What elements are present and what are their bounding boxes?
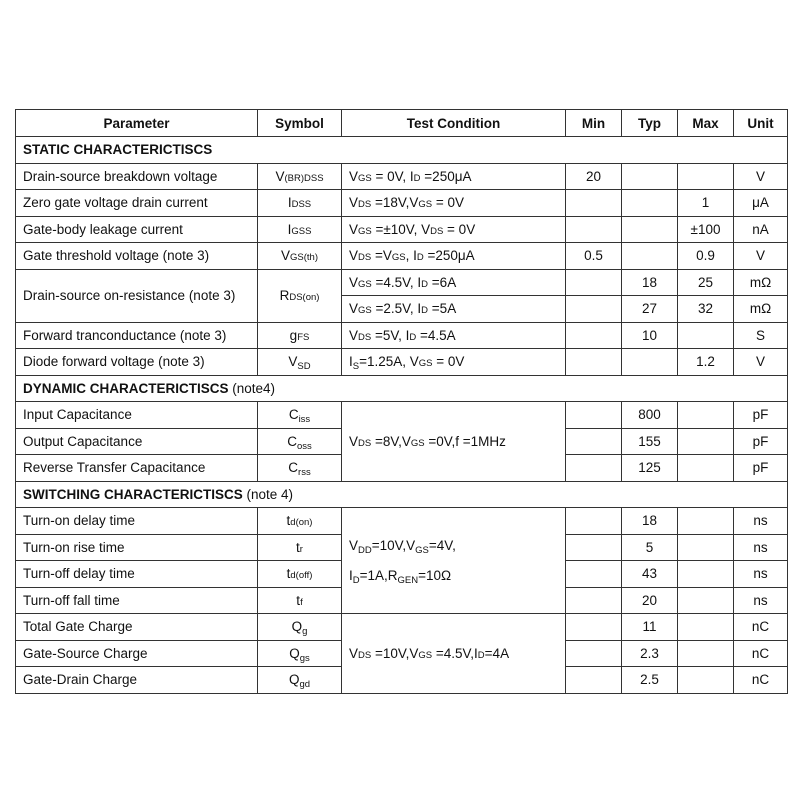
min-cell: 0.5 <box>566 243 622 270</box>
max-cell: 1 <box>678 190 734 217</box>
typ-cell: 20 <box>622 587 678 614</box>
max-cell: 1.2 <box>678 349 734 376</box>
table-row <box>16 322 788 349</box>
param-cell: Total Gate Charge <box>16 614 258 641</box>
max-cell <box>678 455 734 482</box>
min-cell <box>566 508 622 535</box>
min-cell <box>566 534 622 561</box>
condition-cell: VDS =VGS, ID =250μA <box>342 243 566 270</box>
unit-cell: S <box>734 322 788 349</box>
param-cell: Gate-Source Charge <box>16 640 258 667</box>
param-cell: Turn-on rise time <box>16 534 258 561</box>
min-cell <box>566 322 622 349</box>
section-title-static: STATIC CHARACTERICTISCS <box>16 137 788 164</box>
table-row <box>16 243 788 270</box>
table-row <box>16 269 788 296</box>
min-cell <box>566 349 622 376</box>
section-title-switching-text: SWITCHING CHARACTERICTISCS <box>23 486 243 502</box>
max-cell: 32 <box>678 296 734 323</box>
typ-cell <box>622 163 678 190</box>
symbol-cell: $C_{rss}$ <box>258 455 342 482</box>
min-cell <box>566 614 622 641</box>
max-cell: 25 <box>678 269 734 296</box>
symbol-cell: $Q_g$ <box>258 614 342 641</box>
header-unit: Unit <box>734 110 788 137</box>
table-row <box>16 190 788 217</box>
symbol-cell: $C_{oss}$ <box>258 428 342 455</box>
unit-cell: ns <box>734 508 788 535</box>
symbol-cell: IDSS <box>258 190 342 217</box>
symbol-cell: IGSS <box>258 216 342 243</box>
unit-cell: μA <box>734 190 788 217</box>
unit-cell: pF <box>734 402 788 429</box>
section-title-dynamic <box>16 375 788 402</box>
section-note-switching: (note 4) <box>242 486 294 502</box>
max-cell <box>678 640 734 667</box>
unit-cell: mΩ <box>734 296 788 323</box>
min-cell <box>566 402 622 429</box>
max-cell <box>678 561 734 588</box>
symbol-cell: $Q_{gs}$ <box>258 640 342 667</box>
header-row <box>16 110 788 137</box>
typ-cell <box>622 349 678 376</box>
typ-cell <box>622 216 678 243</box>
condition-cell: VGS =4.5V, ID =6A <box>342 269 566 296</box>
condition-cell: VGS =2.5V, ID =5A <box>342 296 566 323</box>
param-cell: Input Capacitance <box>16 402 258 429</box>
unit-cell: V <box>734 243 788 270</box>
param-cell: Diode forward voltage (note 3) <box>16 349 258 376</box>
param-cell: Zero gate voltage drain current <box>16 190 258 217</box>
unit-cell: ns <box>734 534 788 561</box>
param-cell: Gate-Drain Charge <box>16 667 258 694</box>
unit-cell: nC <box>734 640 788 667</box>
max-cell <box>678 428 734 455</box>
symbol-cell: $V_{SD}$ <box>258 349 342 376</box>
min-cell <box>566 561 622 588</box>
table-row <box>16 349 788 376</box>
symbol-cell: tf <box>258 587 342 614</box>
symbol-cell: $C_{iss}$ <box>258 402 342 429</box>
min-cell <box>566 455 622 482</box>
table-row <box>16 163 788 190</box>
condition-cell: VDS =5V, ID =4.5A <box>342 322 566 349</box>
section-row-switching <box>16 481 788 508</box>
condition-cell: VGS =±10V, VDS = 0V <box>342 216 566 243</box>
symbol-cell: td(on) <box>258 508 342 535</box>
max-cell <box>678 402 734 429</box>
table-row <box>16 216 788 243</box>
table-row <box>16 402 788 429</box>
unit-cell: ns <box>734 561 788 588</box>
param-cell: Gate-body leakage current <box>16 216 258 243</box>
header-parameter: Parameter <box>16 110 258 137</box>
param-cell: Turn-on delay time <box>16 508 258 535</box>
section-title-switching <box>16 481 788 508</box>
param-cell: Reverse Transfer Capacitance <box>16 455 258 482</box>
section-note-dynamic: (note4) <box>228 380 276 396</box>
typ-cell: 5 <box>622 534 678 561</box>
min-cell <box>566 587 622 614</box>
unit-cell: pF <box>734 428 788 455</box>
unit-cell: mΩ <box>734 269 788 296</box>
unit-cell: V <box>734 349 788 376</box>
typ-cell: 2.5 <box>622 667 678 694</box>
typ-cell: 10 <box>622 322 678 349</box>
param-cell: Forward tranconductance (note 3) <box>16 322 258 349</box>
unit-cell: pF <box>734 455 788 482</box>
max-cell <box>678 534 734 561</box>
min-cell <box>566 269 622 296</box>
symbol-cell: V(BR)DSS <box>258 163 342 190</box>
min-cell <box>566 296 622 323</box>
unit-cell: nC <box>734 614 788 641</box>
header-max: Max <box>678 110 734 137</box>
typ-cell: 43 <box>622 561 678 588</box>
max-cell <box>678 667 734 694</box>
max-cell <box>678 322 734 349</box>
typ-cell: 18 <box>622 508 678 535</box>
max-cell <box>678 508 734 535</box>
condition-cell: VDS =10V,VGS =4.5V,ID=4A <box>342 614 566 694</box>
max-cell: 0.9 <box>678 243 734 270</box>
condition-cell: VGS = 0V, ID =250μA <box>342 163 566 190</box>
condition-cell: $V_{DD}=10V,V_{GS}=4V$, $I_D=1A,R_{GEN}=10\Omega$ <box>342 508 566 614</box>
table-row <box>16 508 788 535</box>
param-cell: Drain-source breakdown voltage <box>16 163 258 190</box>
min-cell <box>566 428 622 455</box>
unit-cell: nA <box>734 216 788 243</box>
max-cell <box>678 163 734 190</box>
typ-cell: 800 <box>622 402 678 429</box>
param-cell: Turn-off fall time <box>16 587 258 614</box>
characteristics-table <box>15 109 788 694</box>
min-cell <box>566 190 622 217</box>
symbol-cell: RDS(on) <box>258 269 342 322</box>
unit-cell: nC <box>734 667 788 694</box>
header-min: Min <box>566 110 622 137</box>
section-row-static <box>16 137 788 164</box>
typ-cell: 27 <box>622 296 678 323</box>
table-row <box>16 614 788 641</box>
max-cell <box>678 587 734 614</box>
condition-cell: VDS =8V,VGS =0V,f =1MHz <box>342 402 566 482</box>
min-cell: 20 <box>566 163 622 190</box>
symbol-cell: tr <box>258 534 342 561</box>
min-cell <box>566 640 622 667</box>
typ-cell: 11 <box>622 614 678 641</box>
header-condition: Test Condition <box>342 110 566 137</box>
header-typ: Typ <box>622 110 678 137</box>
section-title-dynamic-text: DYNAMIC CHARACTERICTISCS <box>23 380 229 396</box>
typ-cell: 18 <box>622 269 678 296</box>
symbol-cell: gFS <box>258 322 342 349</box>
typ-cell <box>622 190 678 217</box>
param-cell: Output Capacitance <box>16 428 258 455</box>
max-cell <box>678 614 734 641</box>
symbol-cell: VGS(th) <box>258 243 342 270</box>
condition-cell: VDS =18V,VGS = 0V <box>342 190 566 217</box>
unit-cell: V <box>734 163 788 190</box>
typ-cell: 125 <box>622 455 678 482</box>
max-cell: ±100 <box>678 216 734 243</box>
unit-cell: ns <box>734 587 788 614</box>
section-row-dynamic <box>16 375 788 402</box>
param-cell: Turn-off delay time <box>16 561 258 588</box>
symbol-cell: td(off) <box>258 561 342 588</box>
min-cell <box>566 667 622 694</box>
min-cell <box>566 216 622 243</box>
condition-cell: $I_S=1.25A$, VGS = 0V <box>342 349 566 376</box>
header-symbol: Symbol <box>258 110 342 137</box>
typ-cell: 155 <box>622 428 678 455</box>
param-cell: Gate threshold voltage (note 3) <box>16 243 258 270</box>
symbol-cell: $Q_{gd}$ <box>258 667 342 694</box>
param-cell: Drain-source on-resistance (note 3) <box>16 269 258 322</box>
typ-cell <box>622 243 678 270</box>
typ-cell: 2.3 <box>622 640 678 667</box>
